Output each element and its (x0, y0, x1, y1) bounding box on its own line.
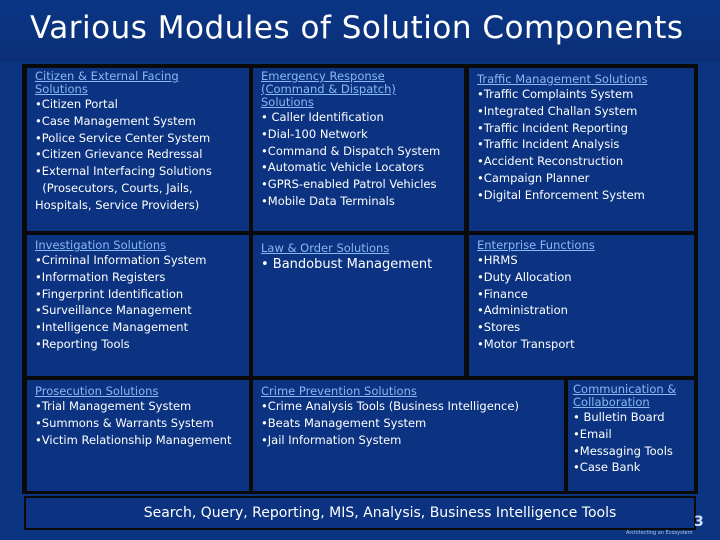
module-citizen-external (27, 68, 249, 231)
module-item: •Case Management System (35, 113, 196, 128)
module-prosecution (27, 380, 249, 491)
module-item: •Surveillance Management (35, 303, 192, 318)
module-item: •External Interfacing Solutions (35, 164, 212, 179)
module-item: •Trial Management System (35, 399, 192, 413)
module-item: •Campaign Planner (477, 170, 590, 185)
module-item: •GPRS-enabled Patrol Vehicles (261, 177, 437, 192)
module-item: •Integrated Challan System (477, 103, 638, 118)
module-item: •HRMS (477, 253, 518, 267)
module-heading: Crime Prevention Solutions (261, 384, 417, 398)
module-heading: Enterprise Functions (477, 238, 595, 252)
module-item: • Bulletin Board (573, 410, 665, 424)
bi-tools-bar (24, 496, 696, 530)
module-investigation (27, 235, 249, 376)
module-item: •Automatic Vehicle Locators (261, 160, 425, 175)
module-item: •Citizen Portal (35, 97, 118, 111)
module-item: •Duty Allocation (477, 269, 572, 284)
module-heading: Emergency Response (Command & Dispatch) Solutions (261, 69, 396, 109)
module-item: •Command & Dispatch System (261, 143, 441, 158)
bi-tools-label: Search, Query, Reporting, MIS, Analysis, Business Intelligence Tools (143, 505, 617, 521)
slide-header (0, 0, 720, 62)
slide-title: Various Modules of Solution Components (30, 10, 684, 46)
module-item: •Crime Analysis Tools (Business Intelligence) (261, 399, 519, 413)
module-item: •Dial-100 Network (261, 126, 368, 141)
module-item: •Summons & Warrants System (35, 415, 214, 430)
module-heading: Citizen & External Facing Solutions (35, 69, 179, 96)
module-item: •Traffic Incident Analysis (477, 137, 620, 152)
module-heading: Communication & Collaboration (573, 382, 677, 409)
module-item: •Messaging Tools (573, 443, 673, 458)
module-item: •Victim Relationship Management (35, 432, 232, 447)
module-item: •Stores (477, 320, 521, 335)
module-item: •Police Service Center System (35, 130, 211, 145)
module-item: •Email (573, 426, 612, 441)
module-item: •Accident Reconstruction (477, 154, 624, 169)
module-heading: Investigation Solutions (35, 238, 167, 252)
module-item: •Administration (477, 303, 568, 318)
module-crime-prevention (253, 380, 564, 491)
module-item: •Case Bank (573, 460, 641, 475)
module-item: •Traffic Complaints System (477, 87, 634, 101)
module-item: •Traffic Incident Reporting (477, 120, 628, 135)
module-item: •Criminal Information System (35, 253, 207, 267)
module-item: •Mobile Data Terminals (261, 193, 395, 208)
module-item: •Information Registers (35, 269, 166, 284)
module-item: •Fingerprint Identification (35, 286, 184, 301)
module-heading: Traffic Management Solutions (477, 72, 648, 86)
module-item: •Finance (477, 286, 528, 301)
module-item: •Jail Information System (261, 432, 402, 447)
module-item: • Caller Identification (261, 110, 384, 124)
module-item: Hospitals, Service Providers) (35, 197, 200, 212)
module-traffic-management (469, 68, 694, 231)
module-emergency-response (253, 68, 464, 231)
module-item: •Citizen Grievance Redressal (35, 147, 203, 162)
module-heading: Prosecution Solutions (35, 384, 159, 398)
module-item: •Motor Transport (477, 336, 575, 351)
module-item: •Intelligence Management (35, 320, 189, 335)
module-law-order (253, 235, 464, 376)
module-item: •Digital Enforcement System (477, 187, 645, 202)
module-item: •Reporting Tools (35, 336, 130, 351)
logo-tagline: Architecting an Ecosystem (626, 530, 693, 536)
module-communication-collaboration (568, 380, 694, 491)
module-enterprise-functions (469, 235, 694, 376)
module-heading: Law & Order Solutions (261, 241, 390, 255)
module-item: • Bandobust Management (261, 257, 433, 272)
module-item: (Prosecutors, Courts, Jails, (35, 180, 193, 195)
page-number: 3 (694, 514, 704, 530)
module-item: •Beats Management System (261, 415, 427, 430)
